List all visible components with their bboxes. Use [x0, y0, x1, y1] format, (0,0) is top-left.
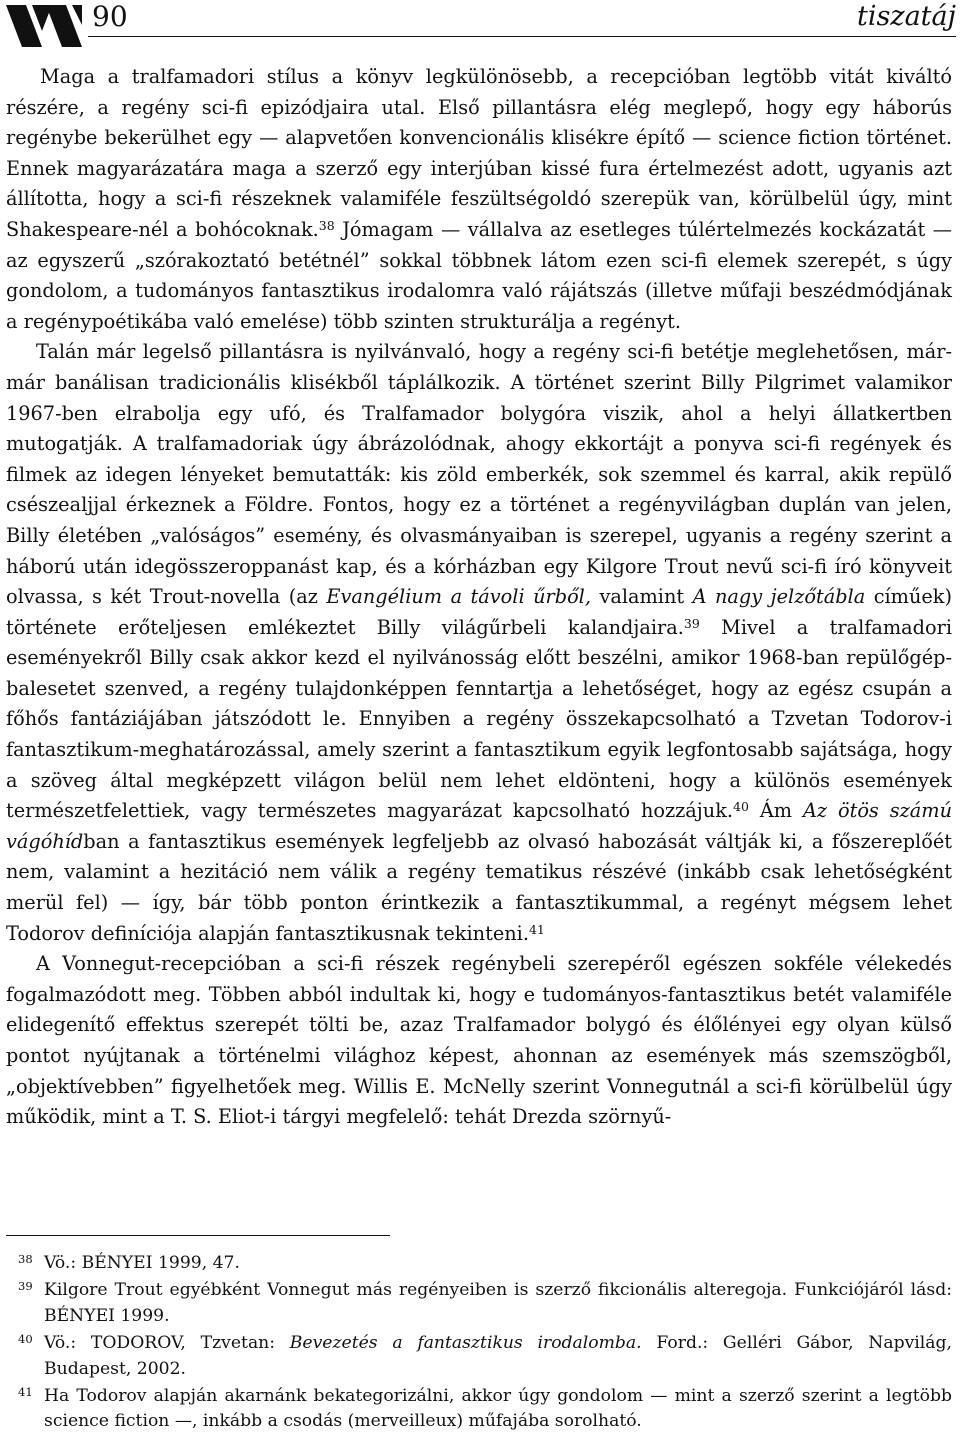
work-title: Bevezetés a fantasztikus irodalomba.	[289, 1333, 642, 1354]
work-title: Az ötös számú vágóhíd	[6, 799, 952, 853]
footnote-text: Ha Todorov alapján akarnánk bekategorizálni, akkor úgy gondolom — mint a szerző szerint a legtöbb science fiction —, inkább a csodás (merveilleux) műfajába sorolható.	[44, 1386, 952, 1432]
paragraph-2	[6, 337, 952, 949]
footnote-ref-39[interactable]: 39	[683, 615, 700, 631]
work-title: Evangélium a távoli űrből,	[326, 585, 591, 609]
footnote-39	[6, 1278, 952, 1329]
article-body	[6, 62, 952, 1133]
paragraph-text: Jómagam — vállalva az esetleges túlértelmezés kockázatát — az egyszerű „szórakoztató betétnél” sokkal többnek látom ezen sci-fi elemek szerepét, s úgy gondolom, a tudományos fantasztikus irodalomra való rájátszás (illetve műfaji beszédmódjának a regénypoétikába való emelése) több szinten strukturálja a regényt.	[6, 217, 952, 333]
page-header	[0, 0, 960, 50]
footnote-ref-40[interactable]: 40	[733, 799, 749, 815]
footnote-text: Vö.: BÉNYEI 1999, 47.	[44, 1253, 240, 1273]
footnote-41	[6, 1384, 952, 1435]
footnote-number: 41	[18, 1385, 33, 1400]
paragraph-text: ban a fantasztikus események legfeljebb az olvasó habozását váltják ki, a főszereplőét nem, valamint a hezitáció nem válik a regény tematikus részévé (inkább csak lehetőségként merül fel) — így, bár több ponton érintkezik a fantasztikummal, a regényt mégsem lehet Todorov definíciója alapján fantasztikusnak tekinteni.	[6, 829, 952, 945]
paragraph-text: Mivel a tralfamadori eseményekről Billy csak akkor kezd el nyilvánosság előtt beszélni, amikor 1968-ban repülőgép-balesetet szenved, a regény tulajdonképpen fenntartja a lehetőséget, hogy az egész csupán a főhős fantáziájában játszódott le. Ennyiben a regény összekapcsolható a Tzvetan Todorov-i fantasztikum-meghatározással, amely szerint a fantasztikum egyik legfontosabb sajátsága, hogy a szöveg által megképzett világon belül nem lehet eldönteni, hogy a különös események természetfelettiek, vagy természetes magyarázat kapcsolható hozzájuk.	[6, 615, 952, 823]
paragraph-text: Maga a tralfamadori stílus a könyv legkülönösebb, a recepcióban legtöbb vitát kiváltó részére, a regény sci-fi epizódjaira utal. Első pillantásra elég meglepő, hogy egy háborús regénybe bekerülhet egy — alapvetően konvencionális klisékre építő — science fiction történet. Ennek magyarázatára maga a szerző egy interjúban kissé fura értelmezést adott, ugyanis azt állította, hogy a sci-fi részeknek valamiféle feszültségoldó szerepük van, körülbelül úgy, mint Shakespeare-nél a bohócoknak.	[6, 65, 952, 241]
page-number: 90	[92, 0, 128, 33]
footnote-ref-38[interactable]: 38	[318, 217, 335, 233]
paragraph-text: valamint	[590, 585, 693, 609]
footnote-40	[6, 1331, 952, 1382]
journal-logo-icon	[6, 5, 82, 47]
paragraph-text: A Vonnegut-recepcióban a sci-fi részek regénybeli szerepéről egészen sokféle vélekedés fogalmazódott meg. Többen abból indultak ki, hogy e tudományos-fantasztikus betét valamiféle elidegenítő effektus szerepét tölti be, azaz Tralfamador bolygó és élőlényei egy olyan külső pontot nyújtanak a történelmi világhoz képest, ahonnan az események más szemszögből, „objektívebben” figyelhetőek meg. Willis E. McNelly szerint Vonnegutnál a sci-fi körülbelül úgy működik, mint a T. S. Eliot-i tárgyi megfelelő: tehát Drezda szörnyű-	[6, 952, 952, 1129]
work-title: A nagy jelzőtábla	[692, 585, 866, 609]
footnote-number: 38	[18, 1252, 33, 1266]
footnote-text: Ford.: Gelléri Gábor, Napvilág, Budapest, 2002.	[44, 1333, 953, 1379]
paragraph-text: Ám	[748, 799, 803, 823]
footnote-number: 40	[18, 1332, 33, 1347]
paragraph-1	[6, 62, 952, 337]
footnote-ref-41[interactable]: 41	[528, 921, 545, 937]
footnote-divider	[6, 1235, 390, 1236]
footnote-number: 39	[18, 1279, 33, 1294]
header-divider	[88, 36, 956, 37]
footnote-text: Kilgore Trout egyébként Vonnegut más regényeiben is szerző fikcionális alteregoja. Funkciójáról lásd: BÉNYEI 1999.	[44, 1280, 952, 1326]
paragraph-text: címűek) története erőteljesen emlékeztet Billy világűrbeli kalandjaira.	[6, 585, 952, 639]
footnote-38	[6, 1251, 952, 1276]
footnote-text: Vö.: TODOROV, Tzvetan:	[44, 1333, 290, 1354]
journal-title: tiszatáj	[857, 1, 956, 32]
footnotes	[6, 1251, 952, 1437]
paragraph-text: Talán már legelső pillantásra is nyilvánvaló, hogy a regény sci-fi betétje meglehetősen, már-már banálisan tradicionális klisékből táplálkozik. A történet szerint Billy Pilgrimet valamikor 1967-ben elrabolja egy ufó, és Tralfamador bolygóra viszik, ahol a helyi állatkertben mutogatják. A tralfamadoriak úgy ábrázolódnak, ahogy ekkortájt a ponyva sci-fi regények és filmek az idegen lényeket bemutatták: kis zöld emberkék, sok szemmel és karral, akik repülő csészealjjal érkeznek a Földre. Fontos, hogy ez a történet a regényvilágban duplán van jelen, Billy életében „valóságos” esemény, és olvasmányaiban is szerepel, ugyanis a regény szerint a háború után idegösszeroppanást kap, és a kórházban egy Kilgore Trout nevű sci-fi író könyveit olvassa, s két Trout-novella (az	[6, 340, 952, 609]
paragraph-3	[6, 949, 952, 1133]
